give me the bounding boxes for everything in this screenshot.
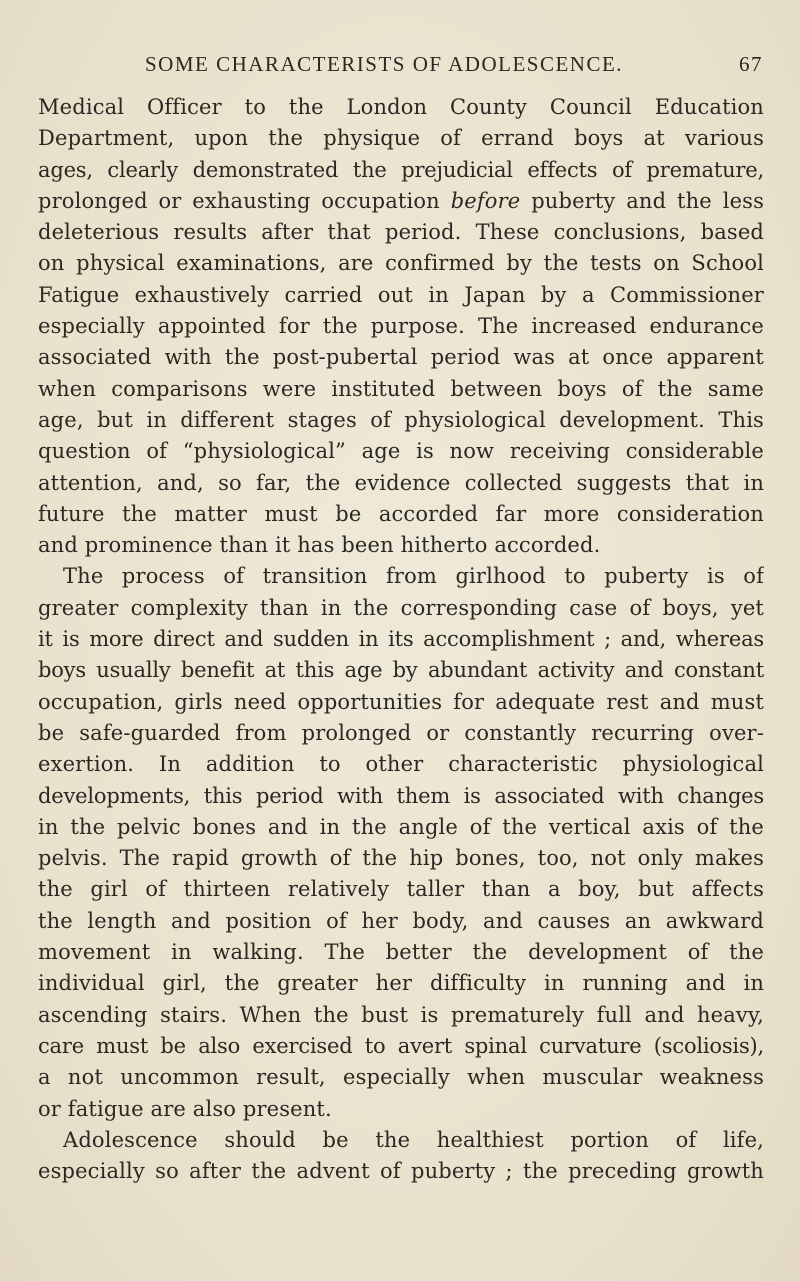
text-segment: prolonged or exhausting occupation <box>38 188 440 213</box>
text-line: Fatigue exhaustively carried out in Japan by a Commissioner <box>38 282 764 307</box>
running-head <box>145 52 763 78</box>
text-line: age, but in different stages of physiological development. This <box>38 407 764 432</box>
text-line: developments, this period with them is associated with changes <box>38 783 764 808</box>
text-line: the length and position of her body, and causes an awkward <box>38 908 764 933</box>
text-line: associated with the post-pubertal period was at once apparent <box>38 345 764 370</box>
text-line: ascending stairs. When the bust is prematurely full and heavy, <box>38 1002 764 1027</box>
text-line: future the matter must be accorded far more consideration <box>38 501 764 526</box>
text-line: it is more direct and sudden in its accomplishment ; and, whereas <box>38 627 764 652</box>
text-line: or fatigue are also present. <box>38 1096 332 1121</box>
text-line: care must be also exercised to avert spinal curvature (scoliosis), <box>38 1033 764 1058</box>
text-line: Department, upon the physique of errand boys at various <box>38 126 764 151</box>
text-line <box>38 186 764 217</box>
text-line: and prominence than it has been hitherto accorded. <box>38 533 601 558</box>
body-text <box>38 92 764 1187</box>
text-line: in the pelvic bones and in the angle of the vertical axis of the <box>38 814 764 839</box>
text-line: question of “physiological” age is now receiving considerable <box>38 439 764 464</box>
emphasized-word: before <box>450 188 521 213</box>
text-line: on physical examinations, are confirmed by the tests on School <box>38 251 764 276</box>
text-line: especially appointed for the purpose. The increased endurance <box>38 314 764 339</box>
text-line: pelvis. The rapid growth of the hip bones, too, not only makes <box>38 846 764 871</box>
text-line: individual girl, the greater her difficulty in running and in <box>38 971 764 996</box>
text-line: deleterious results after that period. These conclusions, based <box>38 220 764 245</box>
text-line: when comparisons were instituted between boys of the same <box>38 376 764 401</box>
text-line: exertion. In addition to other characteristic physiological <box>38 752 764 777</box>
text-line: attention, and, so far, the evidence collected suggests that in <box>38 470 764 495</box>
text-line: Medical Officer to the London County Council Education <box>38 95 764 119</box>
running-head-title: SOME CHARACTERISTS OF ADOLESCENCE. <box>145 52 624 76</box>
text-line: Adolescence should be the healthiest portion of life, <box>63 1127 764 1152</box>
text-line: a not uncommon result, especially when muscular weakness <box>38 1065 764 1090</box>
text-line: boys usually benefit at this age by abundant activity and constant <box>38 658 764 683</box>
page-number: 67 <box>739 52 763 76</box>
text-line: be safe-guarded from prolonged or constantly recurring over- <box>38 720 764 745</box>
text-line: ages, clearly demonstrated the prejudicial effects of premature, <box>38 157 764 182</box>
text-segment: puberty and the less <box>531 188 764 213</box>
text-line: greater complexity than in the corresponding case of boys, yet <box>38 595 764 620</box>
text-line: The process of transition from girlhood to puberty is of <box>63 564 764 589</box>
text-line: occupation, girls need opportunities for adequate rest and must <box>38 689 764 714</box>
text-line: the girl of thirteen relatively taller than a boy, but affects <box>38 877 764 902</box>
text-line: especially so after the advent of puberty ; the preceding growth <box>38 1159 764 1184</box>
text-line: movement in walking. The better the development of the <box>38 940 764 965</box>
